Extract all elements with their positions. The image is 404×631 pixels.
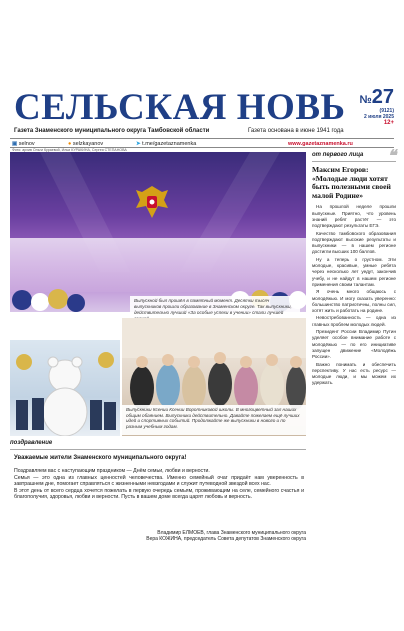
article-paragraph: Ну а теперь о грустном. Эти молодые, красивые, умные ребята через несколько лет уедут, закончив учебу, и не найдут в нашем регионе применения своим талантам. <box>312 256 396 287</box>
issue-number: 27 <box>371 86 394 108</box>
issue-label: № <box>359 94 372 106</box>
age-rating: 12+ <box>383 120 394 126</box>
subline-left: Газета Знаменского муниципального округа Тамбовской области <box>14 128 210 134</box>
signature-line: Владимир ЕЛМОЕВ, глава Знаменского муниципального округа <box>157 530 306 536</box>
article-paragraph: Качество тамбовского образования подтверждают высокие результаты и выпускники — в нашем регионе достигли высших 100 баллов. <box>312 230 396 255</box>
vk-label: selnov <box>18 140 35 147</box>
vk-link[interactable] <box>12 141 35 147</box>
photo-credit: Фото: архив Ольги Кураевой, Ильи КУРАКИНА, Сергея СТЕПАНОВА <box>12 148 127 152</box>
issue-sub: (9121) <box>379 108 394 114</box>
coat-of-arms-icon <box>132 182 172 222</box>
congrats-paragraph: Семья — это одна из главных ценностей человечества. Именно семейный очаг придаёт нам уверенность в завтрашнем дне, помогает справляться с жизненными невзгодами и служит путеводной звездой всех нас. <box>14 474 304 487</box>
right-photo-caption: Выпускники Ксении Ксении Воротниковой школы. В многоцветный зал наших общим обаянием. Выпускники действительно. Давайте пожелаем ещё лучших идей и спортивных событий. Продолжайте же выпускники в нового и по разным учебным годам. <box>122 405 306 435</box>
socials-bar <box>10 138 394 148</box>
congrats-heading: Уважаемые жители Знаменского муниципального округа! <box>14 455 187 461</box>
masthead <box>10 88 394 132</box>
newspaper-title: СЕЛЬСКАЯ НОВЬ <box>14 87 346 128</box>
congrats-signatures <box>116 530 306 543</box>
article-paragraph: Я очень много общаюсь с молодёжью. И могу сказать уверенно: большинство патриотичны, полны сил, хотят жить и работать на родине. <box>312 289 396 314</box>
main-photo <box>10 152 306 312</box>
article-paragraph: Важно понимать и обеспечить перспективу. У нас есть ресурс — молодые люди, и мы можем их удержать. <box>312 361 396 386</box>
ok-label: selzkayanov <box>72 140 104 147</box>
main-photo-caption: Выпускной был прошёл в памятный момент. Десятки тысяч выпускников прошли образование в Знаменском округе. Так выпускники, действительно лучший «За особые успехи в учении» стали лучшей <box>130 296 300 338</box>
quote-icon: ❝ <box>387 148 396 165</box>
congrats-paragraph: В этот день от всего сердца хочется пожелать в первую очередь семьям, проживающим на селе, семейного счастья и благополучия, здоровья, любви и верности. Пусть в вашем доме всегда царят любовь и верность. <box>14 487 304 500</box>
subline <box>14 128 354 138</box>
issue-date: 2 июля 2025 <box>364 114 394 120</box>
section-tag-first-person <box>312 148 396 165</box>
ok-link[interactable] <box>68 141 103 147</box>
telegram-icon: ➤ <box>136 140 141 147</box>
section-tag-label: от первого лица <box>312 152 364 158</box>
section-tag-congrats: поздравление <box>10 440 306 450</box>
signature-line: Вера КОЖИНА, председатель Совета депутатов Знаменского округа <box>146 536 306 543</box>
telegram-link[interactable] <box>136 141 196 147</box>
vk-icon: ▣ <box>12 140 18 147</box>
photo-bear-mascot <box>10 340 120 436</box>
congrats-paragraph: Поздравляем вас с наступающим праздником — Днём семьи, любви и верности. <box>14 468 210 474</box>
issue-box <box>354 88 394 126</box>
congrats-body <box>14 468 304 501</box>
article-paragraph: Президент России Владимир Путин уделяет особое внимание работе с молодёжью — по его инициативе запущен движение «Молодёжь России». <box>312 329 396 360</box>
right-column-article <box>312 148 396 612</box>
website-link[interactable]: www.gazetaznamenka.ru <box>288 140 353 147</box>
telegram-label: t.me/gazetaznamenka <box>142 140 197 147</box>
subline-right: Газета основана в июне 1941 года <box>248 128 344 134</box>
article-paragraph: На прошлой неделе прошли выпускные. Приятно, что уровень знаний ребят растёт — это подтверждают результаты ЕГЭ. <box>312 204 396 229</box>
bear-mascot-icon <box>10 340 120 436</box>
article-paragraph: Невостребованность — одна из главных проблем молодых людей. <box>312 315 396 327</box>
article-headline: Максим Егоров: «Молодые люди хотят быть полезными своей малой Родине» <box>312 165 391 200</box>
ok-icon: ● <box>68 140 72 147</box>
article-body <box>312 204 396 386</box>
